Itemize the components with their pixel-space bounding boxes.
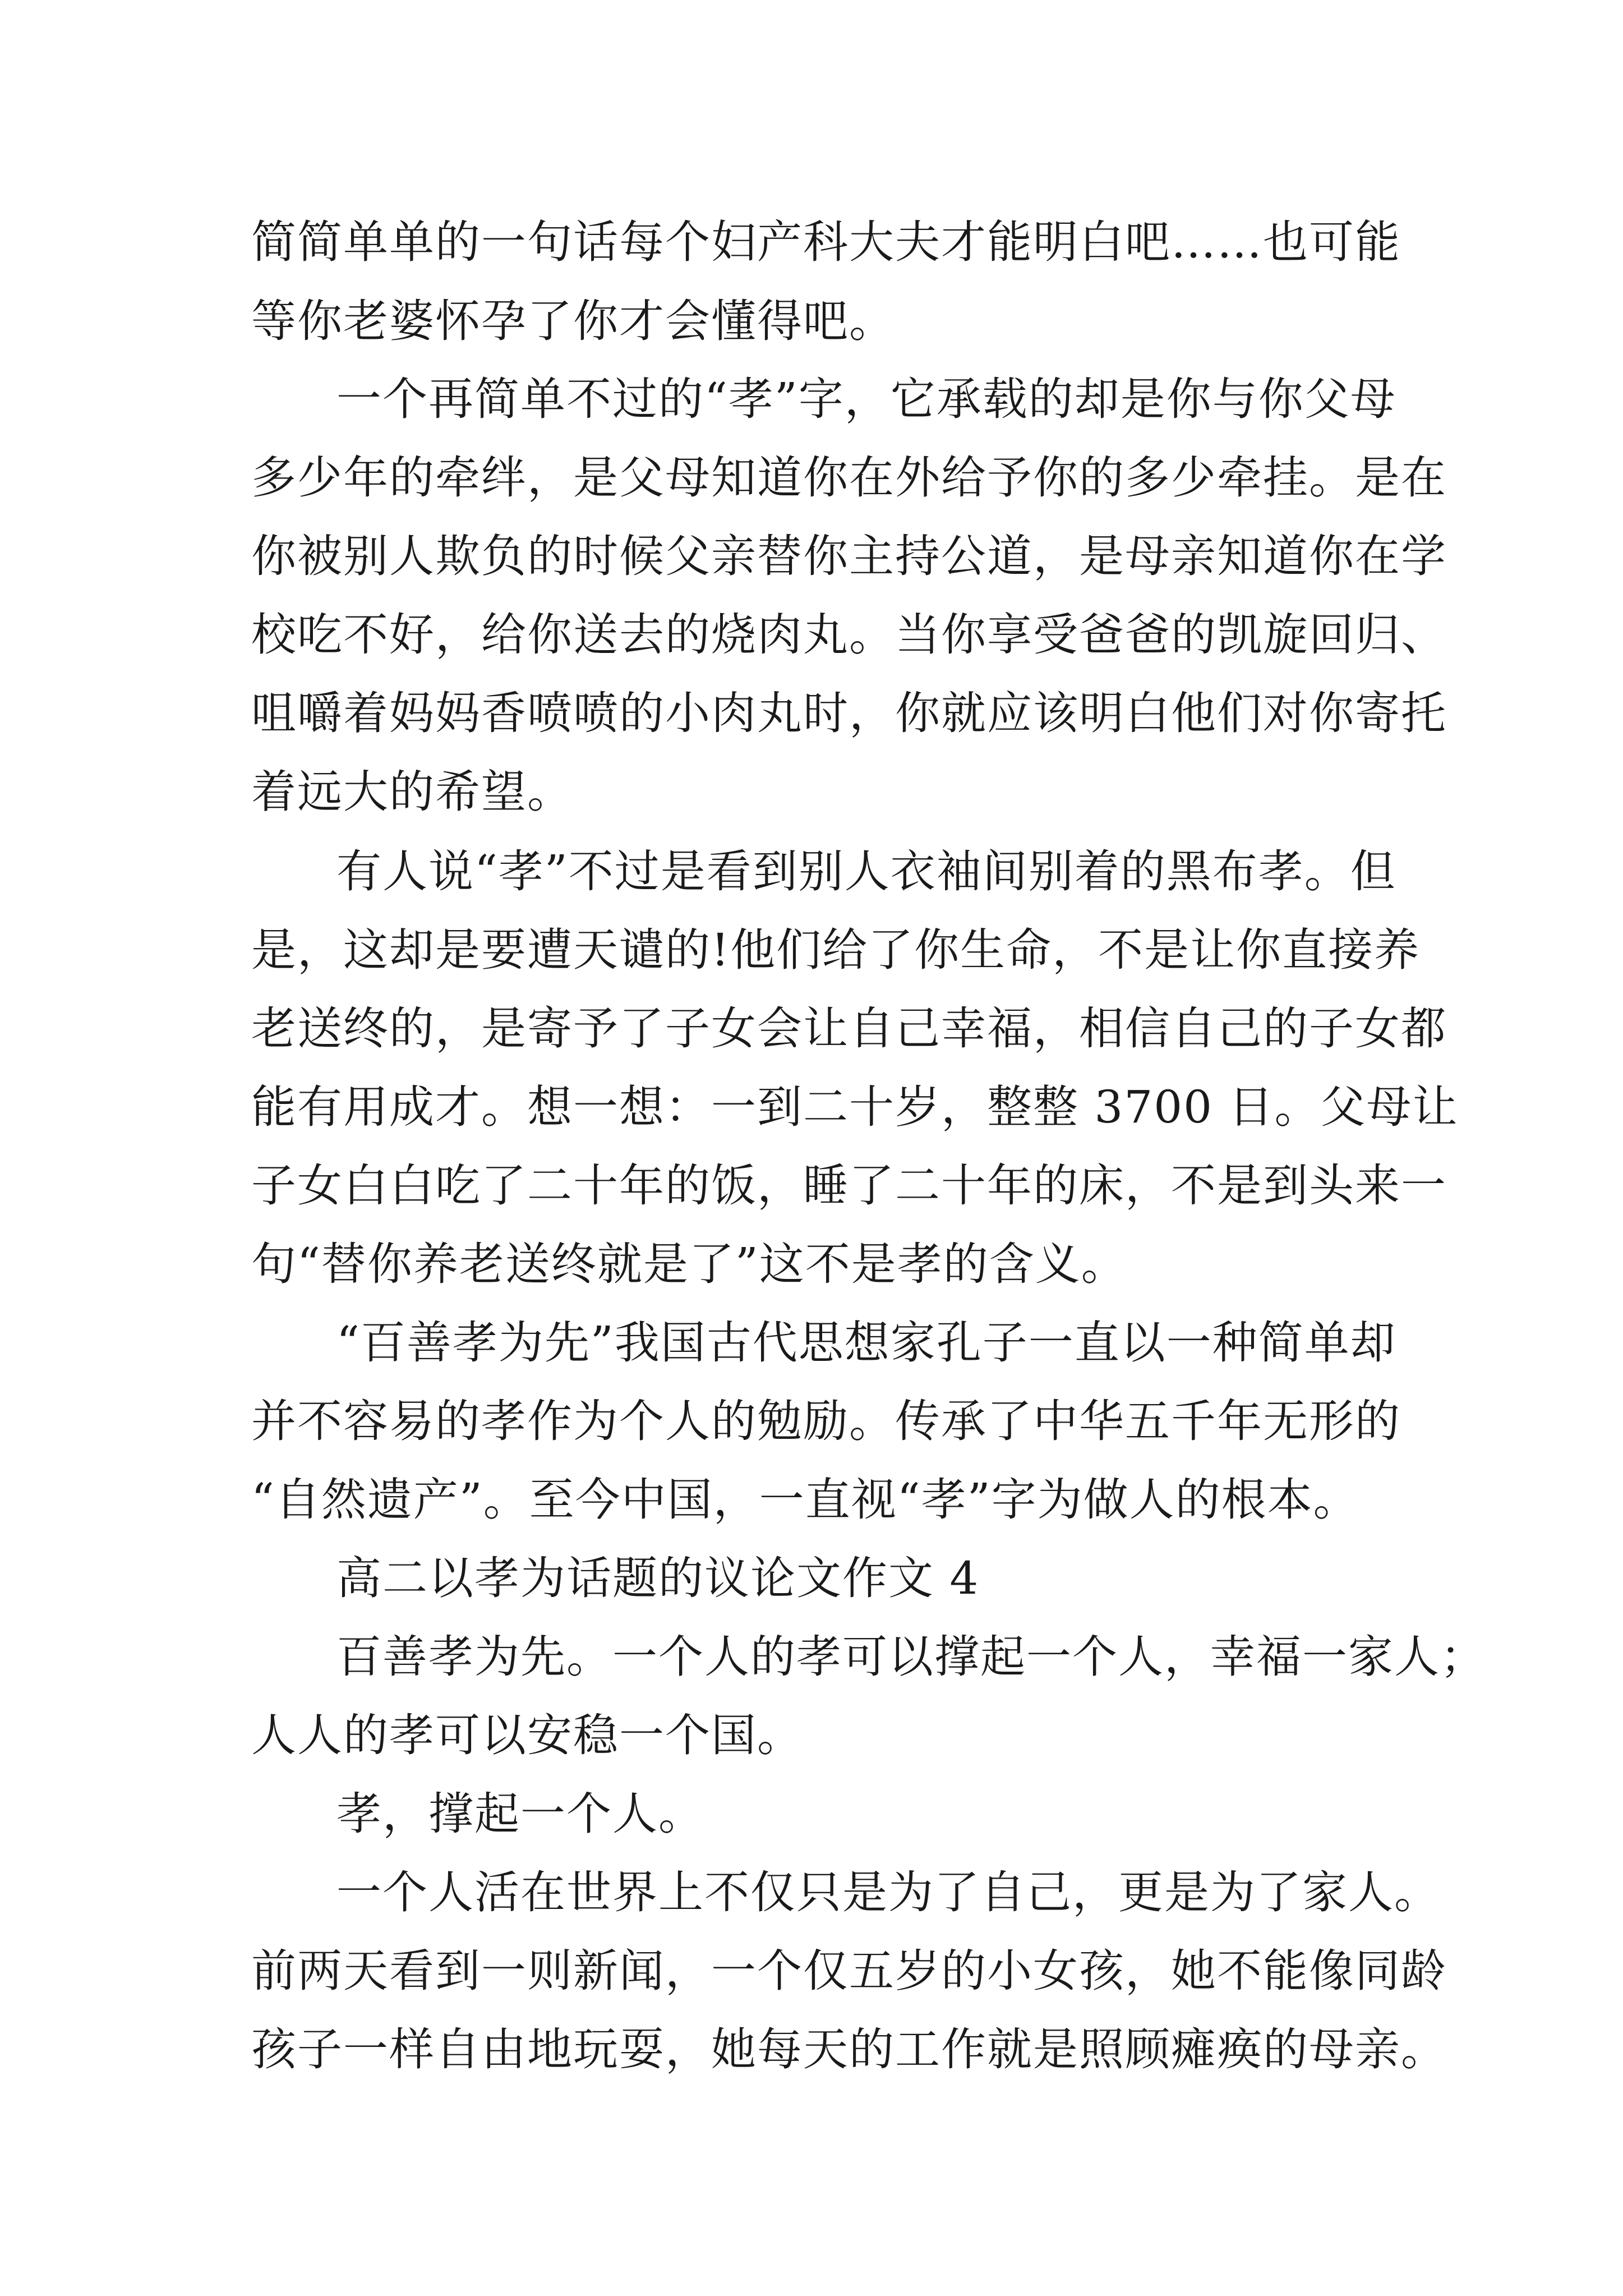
text-line: 多少年的牵绊，是父母知道你在外给予你的多少牵挂。是在 (251, 452, 1447, 504)
text-line: 简简单单的一句话每个妇产科大夫才能明白吧……也可能 (251, 216, 1401, 268)
text-line: 一个人活在世界上不仅只是为了自己，更是为了家人。 (336, 1866, 1440, 1918)
text-line: 一个再简单不过的“孝”字，它承载的却是你与你父母 (336, 373, 1396, 425)
text-line: 等你老婆怀孕了你才会懂得吧。 (251, 295, 895, 347)
text-line: 孝，撑起一个人。 (336, 1788, 704, 1840)
text-line: 前两天看到一则新闻，一个仅五岁的小女孩，她不能像同龄 (251, 1945, 1447, 1997)
text-line: 并不容易的孝作为个人的勉励。传承了中华五千年无形的 (251, 1395, 1401, 1447)
text-line: 有人说“孝”不过是看到别人衣袖间别着的黑布孝。但 (336, 845, 1396, 898)
text-line: 人人的孝可以安稳一个国。 (251, 1709, 803, 1761)
text-line: 校吃不好，给你送去的烧肉丸。当你享受爸爸的凯旋回归、 (251, 609, 1447, 661)
text-line: 孩子一样自由地玩耍，她每天的工作就是照顾瘫痪的母亲。 (251, 2023, 1447, 2076)
text-line: 老送终的，是寄予了子女会让自己幸福，相信自己的子女都 (251, 1002, 1447, 1055)
text-line: 百善孝为先。一个人的孝可以撑起一个人，幸福一家人； (336, 1631, 1486, 1683)
text-line: 是，这却是要遭天谴的!他们给了你生命，不是让你直接养 (251, 924, 1421, 976)
section-heading: 高二以孝为话题的议论文作文 4 (336, 1552, 980, 1604)
text-line: 句“替你养老送终就是了”这不是孝的含义。 (251, 1238, 1127, 1290)
text-line: 咀嚼着妈妈香喷喷的小肉丸时，你就应该明白他们对你寄托 (251, 687, 1447, 739)
text-line: “自然遗产”。至今中国，一直视“孝”字为做人的根本。 (251, 1474, 1359, 1526)
text-line: 能有用成才。想一想：一到二十岁，整整 3700 日。父母让 (251, 1081, 1459, 1133)
text-line: 着远大的希望。 (251, 766, 573, 818)
text-line: 你被别人欺负的时候父亲替你主持公道，是母亲知道你在学 (251, 530, 1447, 582)
text-line: 子女白白吃了二十年的饭，睡了二十年的床，不是到头来一 (251, 1159, 1447, 1212)
text-line: “百善孝为先”我国古代思想家孔子一直以一种简单却 (336, 1317, 1396, 1369)
